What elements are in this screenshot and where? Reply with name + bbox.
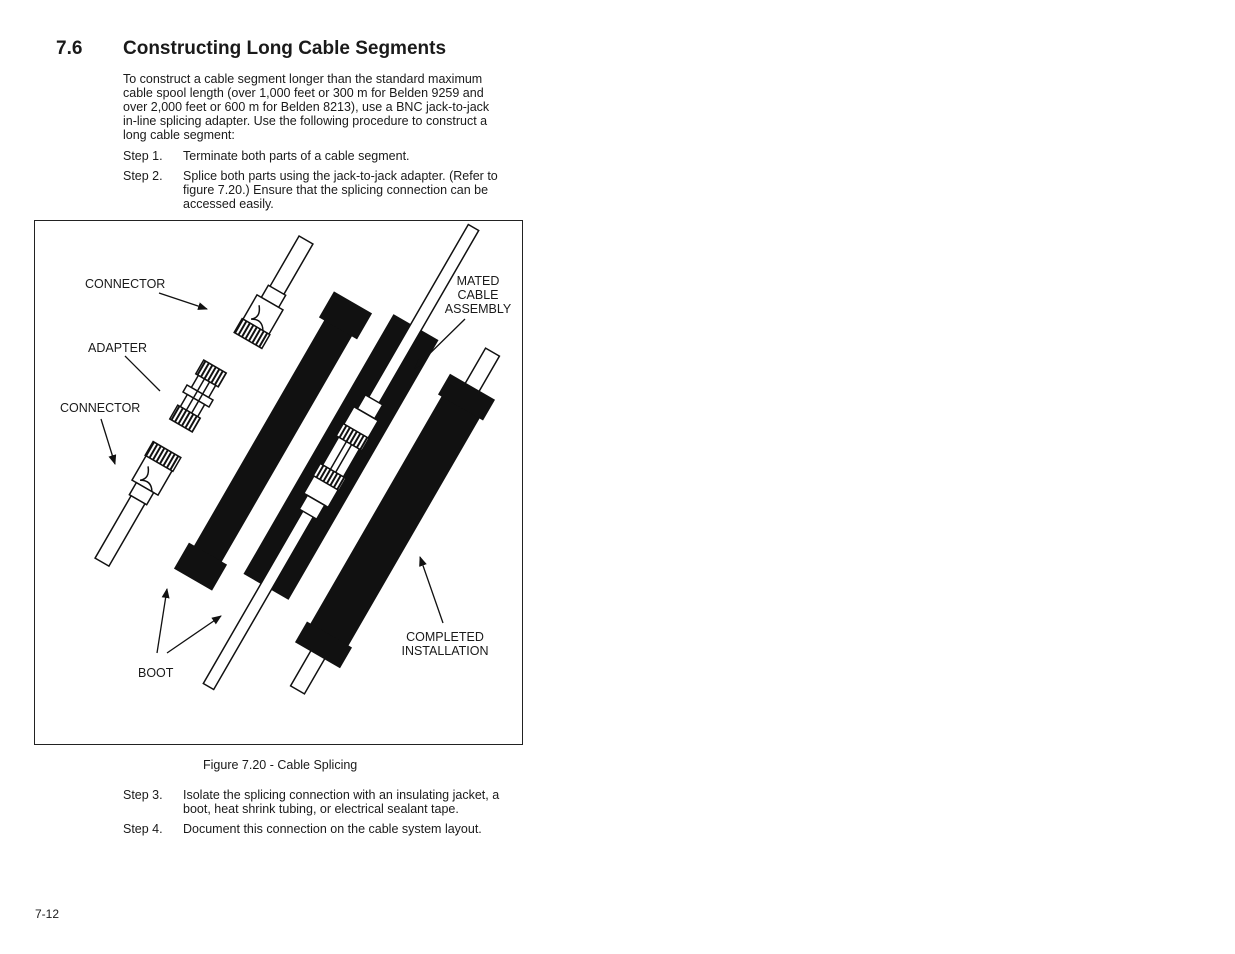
- intro-paragraph: To construct a cable segment longer than the standard maximum cable spool length (over 1,000 feet or 300 m for Belden 9259 and over 2,000 feet or 600 m for Belden 8213), use a BNC jack-to-jack in-line splicing adapter. Use the following procedure to construct a long cable segment:: [123, 72, 490, 142]
- section-title: Constructing Long Cable Segments: [123, 38, 447, 59]
- arrow-connector-bottom: [101, 419, 115, 464]
- label-connector-top: CONNECTOR: [85, 277, 166, 291]
- label-line: INSTALLATION: [401, 644, 489, 658]
- figure-cable-splicing: [34, 220, 523, 745]
- step-label: Step 3.: [123, 788, 163, 802]
- line-adapter: [125, 356, 160, 391]
- label-boot: BOOT: [138, 666, 174, 680]
- step-text: Splice both parts using the jack-to-jack adapter. (Refer to figure 7.20.) Ensure that the splicing connection can be accessed easily.: [183, 169, 498, 211]
- label-completed-installation: [401, 630, 489, 658]
- arrow-boot-middle: [167, 616, 221, 653]
- step-text: Document this connection on the cable system layout.: [183, 822, 482, 836]
- step-text: Terminate both parts of a cable segment.: [183, 149, 410, 163]
- cable-lower-left: [88, 442, 181, 571]
- cable-upper-left: [234, 232, 320, 348]
- label-line: COMPLETED: [406, 630, 484, 644]
- step-label: Step 4.: [123, 822, 163, 836]
- label-line: MATED: [456, 274, 500, 288]
- section-number: 7.6: [56, 38, 83, 59]
- label-connector-bottom: CONNECTOR: [60, 401, 141, 415]
- arrow-connector-top: [159, 293, 207, 309]
- adapter-piece: [168, 359, 228, 433]
- label-mated-cable-assembly: [443, 274, 513, 316]
- arrow-boot-left: [157, 589, 167, 653]
- label-adapter: ADAPTER: [88, 341, 148, 355]
- step-text: Isolate the splicing connection with an insulating jacket, a boot, heat shrink tubing, or electrical sealant tape.: [183, 788, 500, 816]
- page-number: 7-12: [35, 907, 60, 921]
- step-label: Step 1.: [123, 149, 163, 163]
- label-line: CABLE: [457, 288, 499, 302]
- label-line: ASSEMBLY: [444, 302, 512, 316]
- figure-caption: Figure 7.20 - Cable Splicing: [203, 758, 358, 772]
- step-label: Step 2.: [123, 169, 163, 183]
- arrow-completed: [420, 557, 443, 623]
